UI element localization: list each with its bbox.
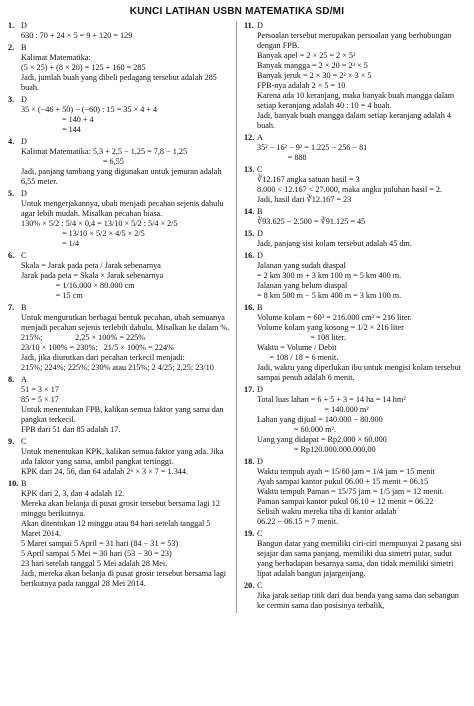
answer-item [244, 581, 466, 611]
solution-line: Untuk mengurutkan berbagai bentuk pecahan, ubah semuanya menjadi pecahan sejenis terlebih dahulu. Misalkan ke dalam %. [21, 313, 230, 333]
solution-line: KPK dari 24, 56, dan 64 adalah 2⁶ × 3 × 7 = 1.344. [21, 467, 189, 477]
solution-line: = 1/16.000 × 80.000 cm [21, 281, 135, 291]
columns [8, 21, 466, 613]
answer-item [244, 457, 466, 527]
answer-item [244, 529, 466, 579]
solution-line: Jadi, panjang tambang yang digunakan untuk jemuran adalah 6,55 meter. [21, 167, 224, 187]
left-column [8, 21, 230, 613]
solution-line: Jadi, jika diurutkan dari pecahan terkecil menjadi: [21, 353, 185, 363]
solution-line: = 13/10 × 5/2 × 4/5 × 2/5 [21, 229, 145, 239]
solution-line: (5 × 25) + (8 × 20) = 125 + 160 = 285 [21, 63, 146, 73]
item-number: 5. [8, 189, 15, 199]
answer-item [244, 229, 466, 249]
solution-line: Untuk mengerjakannya, ubah menjadi pecahan sejenis dahulu agar lebih mudah. Misalkan pecahan biasa. [21, 199, 226, 219]
item-number: 15. [244, 229, 255, 239]
item-number: 20. [244, 581, 255, 591]
solution-line: Persoalan tersebut merupakan persoalan yang berhubungan dengan FPB. [257, 31, 454, 51]
item-number: 18. [244, 457, 255, 467]
solution-line: Kalimat Matematika: [21, 53, 91, 63]
answer-choice: A [21, 375, 27, 385]
answer-item [244, 165, 466, 205]
answer-choice: D [257, 457, 263, 467]
solution-line: Jadi, banyak buah mangga dalam setiap keranjang adalah 4 buah. [257, 111, 453, 131]
solution-line: Jadi, jumlah buah yang dibeli pedagang tersebut adalah 285 buah. [21, 73, 219, 93]
solution-line: = 108 / 18 = 6 menit. [257, 353, 339, 363]
answer-item [8, 95, 230, 135]
solution-line: = 2 km 300 m + 3 km 100 m = 5 km 400 m. [257, 271, 402, 281]
answer-item [8, 43, 230, 93]
item-number: 12. [244, 133, 255, 143]
answer-choice: D [257, 251, 263, 261]
answer-choice: C [21, 437, 27, 447]
solution-line: 130% × 5/2 : 5/4 × 0,4 = 13/10 × 5/2 : 5/4 × 2/5 [21, 219, 178, 229]
solution-line: Selisih waktu mereka tiba di kantor adalah [257, 507, 397, 517]
solution-line: Bangun datar yang memiliki ciri-ciri mempunyai 2 pasang sisi sejajar dan sama panjang, memiliki dua simetri putar, sudut yang berhadapan besarnya sama, dan tidak memiliki simetri lipat adalah bangun jajargenjang. [257, 539, 464, 579]
solution-line: Ayah sampai kantor pukul 06.00 + 15 menit = 06.15 [257, 477, 429, 487]
answer-choice: B [257, 303, 263, 313]
item-number: 10. [8, 479, 19, 489]
solution-line: 215%; 2,25 × 100% = 225% [21, 333, 146, 343]
item-number: 3. [8, 95, 15, 105]
solution-line: 23/10 × 100% = 230%; 21/5 × 100% = 224% [21, 343, 174, 353]
answer-item [244, 251, 466, 301]
answer-choice: B [21, 43, 27, 53]
right-column [244, 21, 466, 613]
answer-choice: A [257, 133, 263, 143]
solution-line: = 108 liter. [257, 333, 346, 343]
answer-choice: D [21, 95, 27, 105]
solution-line: Kalimat Matematika: 5,3 + 2,5 − 1,25 = 7,8 − 1,25 [21, 147, 188, 157]
solution-line: Banyak jeruk = 2 × 30 = 2² × 3 × 5 [257, 71, 372, 81]
answer-item [8, 303, 230, 373]
solution-line: = 144 [21, 125, 81, 135]
solution-line: ∛93.625 − 2.500 = ∛91.125 = 45 [257, 217, 366, 227]
item-number: 17. [244, 385, 255, 395]
answer-choice: D [257, 21, 263, 31]
solution-line: 51 = 3 × 17 [21, 385, 59, 395]
solution-line: Jadi, panjang sisi kolam tersebut adalah 45 dm. [257, 239, 412, 249]
answer-choice: B [21, 479, 27, 489]
solution-line: Jalanan yang sudah diaspal [257, 261, 346, 271]
solution-line: Untuk menentukan KPK, kalikan semua faktor yang ada. Jika ada faktor yang sama, ambil pangkat tertinggi. [21, 447, 226, 467]
solution-line: = 888 [257, 153, 307, 163]
solution-line: KPK dari 2, 3, dan 4 adalah 12. [21, 489, 125, 499]
answer-choice: D [21, 137, 27, 147]
solution-line: Skala = Jarak pada peta / Jarak sebenarnya [21, 261, 161, 271]
item-number: 14. [244, 207, 255, 217]
solution-line: Lahan yang dijual = 140.000 − 80.000 [257, 415, 383, 425]
solution-line: Jadi, waktu yang diperlukan ibu untuk mengisi kolam tersebut sampai penuh adalah 6 menit. [257, 363, 464, 383]
answer-choice: B [21, 303, 27, 313]
solution-line: Waktu tempuh ayah = 15/60 jam = 1/4 jam = 15 menit [257, 467, 436, 477]
solution-line: 06.22 − 06.15 = 7 menit. [257, 517, 339, 527]
solution-line: Jika jarak setiap titik dari dua benda yang sama dan sebangun ke cermin sama dan posisinya terbalik, [257, 591, 461, 611]
item-number: 1. [8, 21, 15, 31]
solution-line: Uang yang didapat = Rp2.000 × 60.000 [257, 435, 387, 445]
solution-line: Karena ada 10 keranjang, maka banyak buah mangga dalam setiap keranjang adalah 40 : 10 = 4 buah. [257, 91, 457, 111]
solution-line: Waktu tempuh Paman = 15/75 jam = 1/5 jam = 12 menit. [257, 487, 444, 497]
solution-line: Waktu = Volume / Debit [257, 343, 337, 353]
answer-choice: D [257, 229, 263, 239]
solution-line: = 8 km 500 m − 5 km 400 m = 3 km 100 m. [257, 291, 402, 301]
answer-item [244, 207, 466, 227]
answer-item [8, 137, 230, 187]
solution-line: 85 = 5 × 17 [21, 395, 59, 405]
answer-item [8, 251, 230, 301]
item-number: 16. [244, 303, 255, 313]
answer-item [8, 479, 230, 589]
answer-item [8, 21, 230, 41]
solution-line: Mereka akan belanja di pusat grosir tersebut bersama lagi 12 minggu berikutnya. [21, 499, 222, 519]
solution-line: 215%; 224%; 225%; 230% atau 215%; 2 4/25; 2,25; 23/10 [21, 363, 214, 373]
solution-line: 8.000 < 12.167 < 27.000, maka angka puluhan hasil = 2. [257, 185, 443, 195]
answer-choice: D [21, 21, 27, 31]
item-number: 19. [244, 529, 255, 539]
item-number: 2. [8, 43, 15, 53]
solution-line: Banyak apel = 2 × 25 = 2 × 5² [257, 51, 356, 61]
answer-choice: D [257, 385, 263, 395]
solution-line: Jadi, mereka akan belanja di pusat grosir tersebut bersama lagi berikutnya pada tanggal 28 Mei 2014. [21, 569, 229, 589]
solution-line: Untuk menentukan FPB, kalikan semua faktor yang sama dan pangkat terkecil. [21, 405, 226, 425]
item-number: 4. [8, 137, 15, 147]
solution-line: 5 Maret sampai 5 April = 31 hari (84 − 31 = 53) [21, 539, 179, 549]
item-number: 11. [244, 21, 254, 31]
solution-line: = 6,55 [21, 157, 124, 167]
item-number: 7. [8, 303, 15, 313]
solution-line: Volume kolam = 60³ = 216.000 cm³ = 216 liter. [257, 313, 412, 323]
item-number: 9. [8, 437, 15, 447]
answer-choice: C [21, 251, 27, 261]
solution-line: FPB-nya adalah 2 × 5 = 10 [257, 81, 346, 91]
solution-line: Jarak pada peta = Skala × Jarak sebenarnya [21, 271, 164, 281]
solution-line: Jadi, hasil dari ∛12.167 = 23 [257, 195, 352, 205]
solution-line: = 15 cm [21, 291, 83, 301]
solution-line: = 140 + 4 [21, 115, 94, 125]
solution-line: Jalanan yang belum diaspal [257, 281, 348, 291]
answer-choice: C [257, 165, 263, 175]
solution-line: = 140.000 m² [257, 405, 369, 415]
page-title: KUNCI LATIHAN USBN MATEMATIKA SD/MI [129, 6, 345, 17]
answer-item [8, 375, 230, 435]
solution-line: 35² − 16² − 9² = 1.225 − 256 − 81 [257, 143, 368, 153]
item-number: 6. [8, 251, 15, 261]
answer-item [8, 189, 230, 249]
answer-choice: B [257, 207, 263, 217]
column-divider [236, 21, 237, 613]
solution-line: 35 × (−46 + 50) − (−60) : 15 = 35 × 4 + 4 [21, 105, 158, 115]
item-number: 16. [244, 251, 255, 261]
answer-item [244, 303, 466, 383]
solution-line: Akan ditentukan 12 minggu atau 84 hari setelah tanggal 5 Maret 2014. [21, 519, 213, 539]
solution-line: 630 : 70 + 24 × 5 = 9 + 120 = 129 [21, 31, 133, 41]
answer-item [244, 21, 466, 131]
answer-item [244, 133, 466, 163]
item-number: 13. [244, 165, 255, 175]
answer-choice: D [21, 189, 27, 199]
answer-item [8, 437, 230, 477]
solution-line: = 60.000 m². [257, 425, 336, 435]
solution-line: Paman sampai kantor pukul 06.10 + 12 menit = 06.22 [257, 497, 434, 507]
solution-line: ∛12.167 angka satuan hasil = 3 [257, 175, 360, 185]
answer-choice: C [257, 581, 263, 591]
solution-line: = Rp120.000.000.000,00 [257, 445, 376, 455]
answer-item [244, 385, 466, 455]
solution-line: 23 hari setelah tanggal 5 Mei adalah 28 Mei. [21, 559, 168, 569]
solution-line: Total luas lahan = 6 + 5 + 3 = 14 ha = 14 hm² [257, 395, 406, 405]
solution-line: Banyak mangga = 2 × 20 = 2³ × 5 [257, 61, 368, 71]
answer-choice: C [257, 529, 263, 539]
solution-line: 5 April sampai 5 Mei = 30 hari (53 − 30 = 23) [21, 549, 172, 559]
item-number: 8. [8, 375, 15, 385]
solution-line: FPB dari 51 dan 85 adalah 17. [21, 425, 121, 435]
solution-line: Volume kolam yang kosong = 1/2 × 216 liter [257, 323, 404, 333]
solution-line: = 1/4 [21, 239, 80, 249]
